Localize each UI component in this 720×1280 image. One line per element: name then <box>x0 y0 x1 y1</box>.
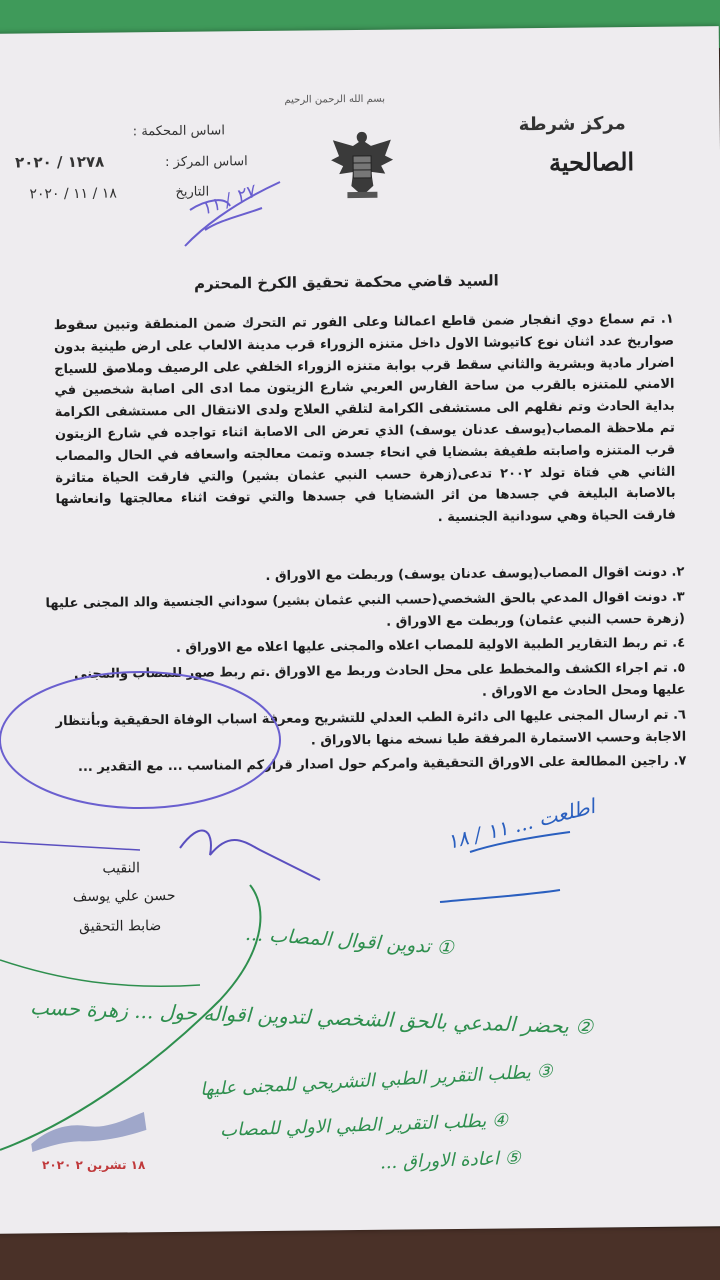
handwritten-line-5: ⑤ اعادة الاوراق ... <box>379 1147 522 1174</box>
handwritten-line-4: ④ يطلب التقرير الطبي الاولي للمصاب <box>219 1109 509 1142</box>
handwritten-line-1: ① تدوين اقوال المصاب ... <box>244 922 455 960</box>
officer-signature <box>180 830 320 880</box>
org-line-1: مركز شرطة <box>518 113 626 136</box>
center-basis-value: ١٢٧٨ / ٢٠٢٠ <box>14 152 105 172</box>
report-paragraph-1: ١. تم سماع دوي انفجار ضمن قاطع اعمالنا وعلى الفور تم التحرك ضمن المنطقة وتبين سقوط صواريخ عدد اثنان نوع كاتيوشا الاول داخل متنزه الزوراء قرب مدينة الالعاب على ارض طينية بدون اضرار مادية وبشرية والثاني سقط قرب بوابة متنزه الزوراء الخلفي على الرصيف وملاصق للسياج الامني للمتنزه بالقرب من ساحة الفارس العربي شارع الزيتون مما ادى الى اصابة شخصين في بداية الحادث وتم نقلهم الى مستشفى الكرامة لتلقي العلاج ولدى الانتقال الى مستشفى الكرامة تم ملاحظة المصاب(يوسف عدنان يوسف) الذي تعرض الى الاصابة اثناء تواجده في شارع الزيتون قرب المتنزه واصابته طفيفة بشضايا في انحاء جسده وتمت معالجته واسعافه في الحال والمصاب الثاني هي فتاة تولد ٢٠٠٢ تدعى(زهرة حسب النبي عثمان بشير) والتي فارقت الحياة متاثرة بالاصابة البليغة في جسدها من اثر الشضايا في جسدها والتي توفت اثناء معالجتها وانعاشها فارقت الحياة وهي سودانية الجنسية . <box>53 311 676 526</box>
court-basis-label: اساس المحكمة : <box>132 123 225 140</box>
addressee-title: السيد قاضي محكمة تحقيق الكرخ المحترم <box>193 271 499 293</box>
org-line-2: الصالحية <box>548 147 635 177</box>
basmala: بسم الله الرحمن الرحيم <box>284 93 386 106</box>
stamp-date: ١٨ تشرين ٢ ٢٠٢٠ <box>42 1158 146 1172</box>
list-item: ٣. دونت اقوال المدعي بالحق الشخصي(حسب النبي عثمان بشير) سوداني الجنسية والد المجنى عليها (زهرة حسب النبي عثمان) وربطت مع الاوراق . <box>45 589 685 630</box>
handwritten-circle <box>0 672 280 808</box>
top-handwritten-note: ٢٧ / ١١ <box>198 181 259 220</box>
list-item: ٦. تم ارسال المجنى عليها الى دائرة الطب العدلي للتشريح ومعرفة اسباب الوفاة الحقيقية وبأنتظار الاجابة وحسب الاستمارة المرفقة طيا نسخه منها بالاوراق . <box>55 707 687 749</box>
list-item: ٢. دونت اقوال المصاب(يوسف عدنان يوسف) وربطت مع الاوراق . <box>265 564 685 584</box>
signature-rank: النقيب <box>102 860 141 877</box>
judge-note: اطلعت ... ١١ / ١٨ <box>444 794 598 854</box>
date-label: التاريخ <box>175 184 210 200</box>
signature-name: حسن علي يوسف <box>72 887 176 905</box>
list-item: ٤. تم ربط التقارير الطبية الاولية للمصاب اعلاه والمجنى عليها اعلاه مع الاوراق . <box>175 635 686 657</box>
date-value: ١٨ / ١١ / ٢٠٢٠ <box>29 185 117 203</box>
list-item: ٥. تم اجراء الكشف والمخطط على محل الحادث وربط مع الاوراق .تم ربط صور للمصاب والمجنى عليها ومحل الحادث مع الاوراق . <box>73 660 686 700</box>
list-item: ٧. راجين المطالعة على الاوراق التحقيقية وامركم حول اصدار قراركم المناسب ... مع التقدير ... <box>77 753 687 776</box>
handwritten-line-2: ② يحضر المدعي بالحق الشخصي لتدوين اقواله حول ... زهرة حسب <box>29 995 594 1039</box>
center-basis-label: اساس المركز : <box>165 154 248 170</box>
handwritten-line-3: ③ يطلب التقرير الطبي التشريحي للمجنى عليها <box>199 1060 554 1101</box>
signature-position: ضابط التحقيق <box>79 918 162 935</box>
